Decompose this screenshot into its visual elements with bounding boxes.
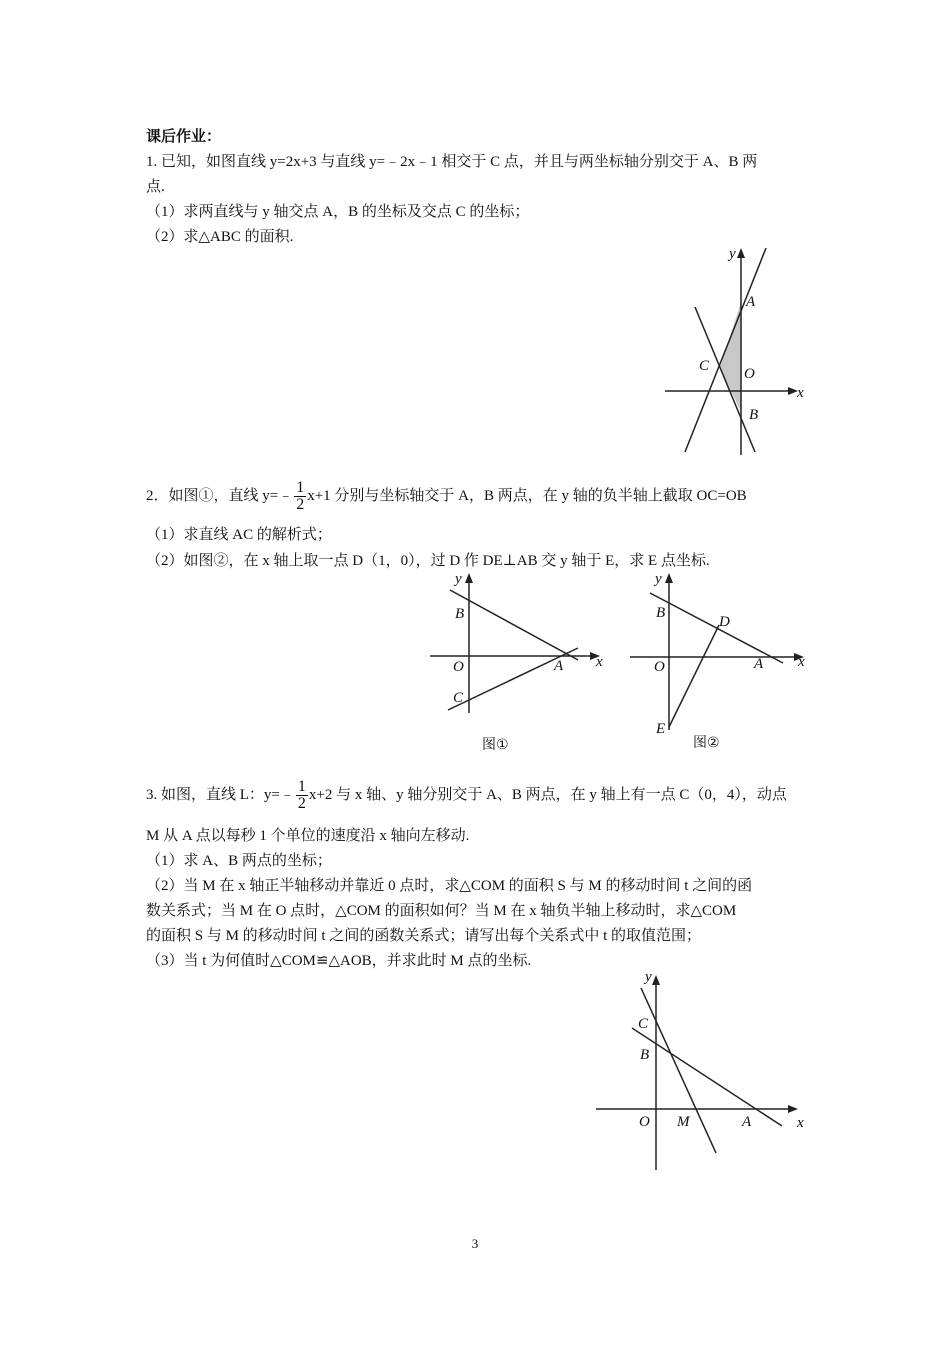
line-de [669, 625, 719, 727]
problem-3-question-2c: 的面积 S 与 M 的移动时间 t 之间的函数关系式；请写出每个关系式中 t 的取值范围； [146, 928, 702, 944]
label-y: y [729, 246, 736, 262]
label-x: x [798, 654, 805, 670]
label-y: y [645, 969, 652, 985]
problem-2-text-pre: 2．如图①，直线 y=﹣ [146, 488, 294, 504]
problem-2-question-2: （2）如图②，在 x 轴上取一点 D（1，0），过 D 作 DE⊥AB 交 y 轴于 E，求 E 点坐标. [146, 553, 710, 569]
label-e: E [656, 721, 666, 737]
problem-1-question-1: （1）求两直线与 y 轴交点 A，B 的坐标及交点 C 的坐标； [146, 204, 530, 220]
label-x: x [797, 385, 804, 401]
problem-2-line-1 [146, 480, 747, 513]
label-a: A [742, 1114, 752, 1130]
label-b: B [749, 407, 759, 423]
caption-figure-2: 图② [693, 735, 720, 751]
label-o: O [453, 659, 464, 675]
figure-3 [590, 965, 810, 1175]
problem-3-question-2a: （2）当 M 在 x 轴正半轴移动并靠近 0 点时，求△COM 的面积 S 与 M 的移动时间 t 之间的函 [146, 878, 753, 894]
problem-1-line-1: 1. 已知，如图直线 y=2x+3 与直线 y=﹣2x﹣1 相交于 C 点，并且与两坐标轴分别交于 A、B 两 [146, 154, 758, 170]
line-l [632, 1028, 782, 1126]
problem-1-question-2: （2）求△ABC 的面积. [146, 229, 294, 245]
label-o: O [654, 659, 665, 675]
label-c: C [699, 358, 710, 374]
problem-3-question-2b: 数关系式；当 M 在 O 点时，△COM 的面积如何？当 M 在 x 轴负半轴上移动时，求△COM [146, 903, 737, 919]
figure-2-2 [625, 565, 815, 755]
problem-3-text-pre: 3. 如图，直线 L：y=﹣ [146, 787, 295, 803]
label-a: A [554, 658, 564, 674]
fraction-numerator: 1 [296, 479, 305, 497]
y-axis-arrow-icon [652, 975, 660, 985]
label-b: B [455, 606, 465, 622]
label-m: M [677, 1114, 690, 1130]
fraction-one-half [296, 779, 308, 812]
fraction-numerator: 1 [297, 778, 306, 796]
problem-2-text-post: x+1 分别与坐标轴交于 A，B 两点，在 y 轴的负半轴上截取 OC=OB [307, 488, 747, 504]
label-c: C [638, 1016, 649, 1032]
label-x: x [596, 654, 603, 670]
problem-3-question-3: （3）当 t 为何值时△COM≌△AOB，并求此时 M 点的坐标. [146, 953, 532, 969]
x-axis-arrow-icon [788, 1105, 798, 1113]
homework-heading: 课后作业： [146, 127, 222, 145]
figure-1 [660, 243, 820, 458]
y-axis-arrow-icon [665, 573, 673, 583]
problem-3-text-post: x+2 与 x 轴、y 轴分别交于 A、B 两点，在 y 轴上有一点 C（0，4），动点 [308, 787, 787, 803]
problem-1-line-2: 点. [146, 179, 165, 195]
figure-2-1 [425, 565, 615, 755]
line-ab [650, 593, 783, 663]
label-d: D [719, 614, 730, 630]
label-b: B [656, 605, 666, 621]
problem-3-question-1: （1）求 A、B 两点的坐标； [146, 853, 332, 869]
label-o: O [744, 366, 755, 382]
label-a: A [746, 294, 756, 310]
label-y: y [455, 571, 462, 587]
y-axis-arrow-icon [737, 248, 745, 258]
label-x: x [797, 1115, 804, 1131]
label-a: A [754, 656, 764, 672]
label-c: C [453, 690, 464, 706]
fraction-one-half [294, 480, 306, 513]
y-axis-arrow-icon [465, 573, 473, 583]
problem-3-line-2: M 从 A 点以每秒 1 个单位的速度沿 x 轴向左移动. [146, 828, 470, 844]
label-y: y [655, 571, 662, 587]
page-number: 3 [471, 1236, 479, 1251]
problem-2-question-1: （1）求直线 AC 的解析式； [146, 527, 332, 543]
fraction-denominator: 2 [296, 496, 305, 514]
fraction-denominator: 2 [297, 795, 306, 813]
problem-3-line-1 [146, 779, 787, 812]
caption-figure-1: 图① [482, 737, 509, 753]
label-b: B [640, 1047, 650, 1063]
label-o: O [639, 1114, 650, 1130]
